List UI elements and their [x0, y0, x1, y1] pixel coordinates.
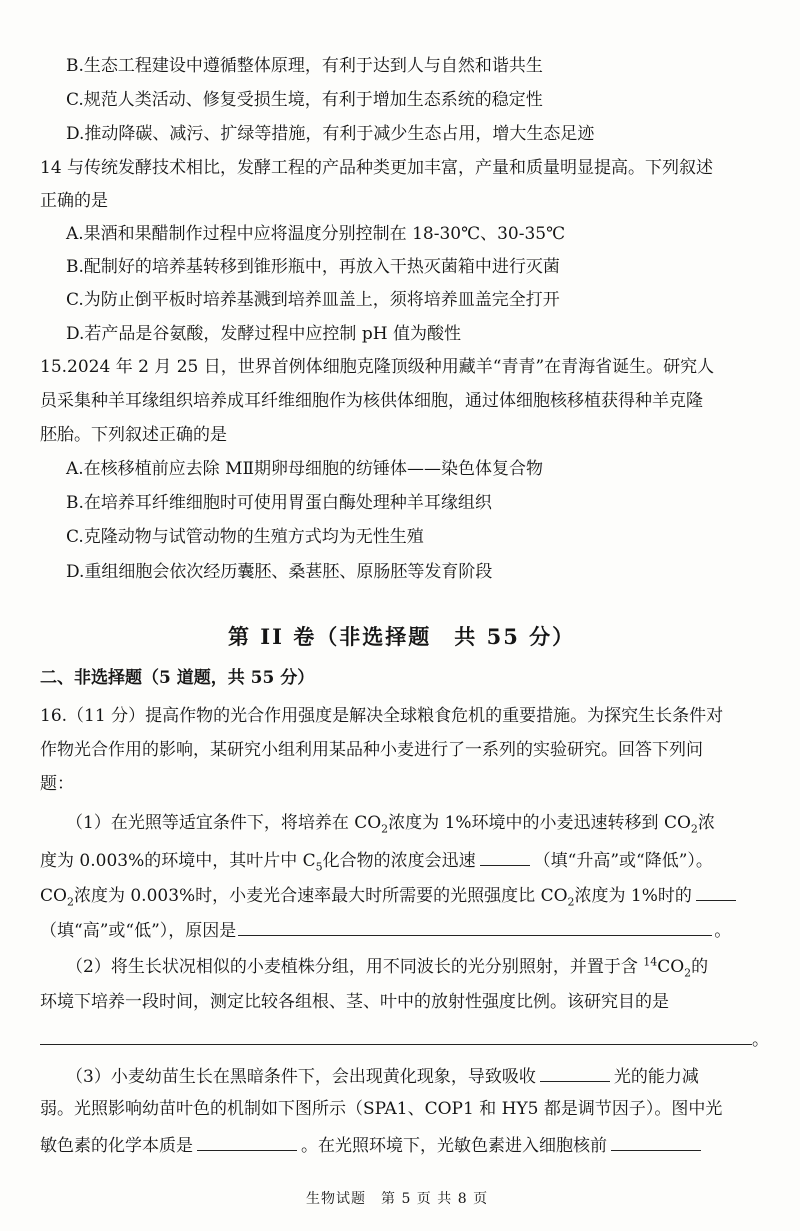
q16-part2-line-2: 环境下培养一段时间，测定比较各组根、茎、叶中的放射性强度比例。该研究目的是: [40, 992, 669, 1012]
q14-option-a: A.果酒和果醋制作过程中应将温度分别控制在 18-30℃、30-35℃: [66, 224, 566, 244]
q16-part2-line-1: [66, 956, 708, 978]
q16-p1-text-a: （1）在光照等适宜条件下，将培养在 CO: [66, 813, 382, 833]
page-footer: 生物试题 第 5 页 共 8 页: [306, 1191, 489, 1207]
co2-subscript: 2: [567, 895, 575, 909]
q16-part1-line-4: [40, 917, 731, 942]
q16-part1-line-1: [66, 812, 715, 834]
q14-option-d: D.若产品是谷氨酸，发酵过程中应控制 pH 值为酸性: [66, 324, 461, 344]
q16-stem-line-1: 16.（11 分）提高作物的光合作用强度是解决全球粮食危机的重要措施。为探究生长条件对: [40, 706, 724, 726]
answer-blank-research-purpose[interactable]: [40, 1026, 752, 1045]
q16-part1-line-3: [40, 882, 736, 907]
q14-option-c: C.为防止倒平板时培养基溅到培养皿盖上，须将培养皿盖完全打开: [66, 290, 560, 310]
q16-p1-end: 。: [714, 921, 732, 941]
q16-part3-line-1: [66, 1063, 699, 1088]
answer-blank-light-intensity[interactable]: [696, 882, 736, 901]
q15-option-a: A.在核移植前应去除 MⅡ期卵母细胞的纺锤体——染色体复合物: [66, 459, 544, 479]
q16-p3-text-d: 敏色素的化学本质是: [40, 1136, 193, 1156]
part2-title: 第 II 卷（非选择题 共 55 分）: [228, 624, 576, 649]
answer-blank-c5-change[interactable]: [480, 847, 530, 866]
q16-p1-text-b: 浓度为 1%环境中的小麦迅速转移到 CO: [388, 813, 691, 833]
q16-part2-line-3: [40, 1026, 769, 1051]
q16-p1-text-h: 浓度为 0.003%时，小麦光合速率最大时所需要的光照强度比 CO: [73, 886, 568, 906]
q15-stem-line-3: 胚胎。下列叙述正确的是: [40, 425, 227, 445]
answer-blank-phytochrome-nature[interactable]: [197, 1132, 297, 1151]
q16-p1-text-f: （填“升高”或“降低”）。: [533, 851, 713, 871]
q13-option-d: D.推动降碳、减污、扩绿等措施，有利于减少生态占用，增大生态足迹: [66, 124, 595, 144]
q15-option-c: C.克隆动物与试管动物的生殖方式均为无性生殖: [66, 527, 424, 547]
co2-subscript: 2: [66, 895, 74, 909]
q16-p3-text-a: （3）小麦幼苗生长在黑暗条件下，会出现黄化现象，导致吸收: [66, 1067, 536, 1087]
answer-blank-reason[interactable]: [238, 917, 712, 936]
q16-p1-text-i: 浓度为 1%时的: [574, 886, 692, 906]
q16-p1-text-j: （填“高”或“低”），原因是: [40, 921, 237, 941]
q16-p2-text-a: （2）将生长状况相似的小麦植株分组，用不同波长的光分别照射，并置于含: [66, 957, 644, 977]
q13-option-c: C.规范人类活动、修复受损生境，有利于增加生态系统的稳定性: [66, 90, 543, 110]
q13-option-b: B.生态工程建设中遵循整体原理，有利于达到人与自然和谐共生: [66, 56, 543, 76]
co2-subscript: 2: [684, 966, 692, 980]
q14-stem-line-1: 14 与传统发酵技术相比，发酵工程的产品种类更加丰富，产量和质量明显提高。下列叙述: [40, 158, 714, 178]
c14-superscript: 14: [643, 955, 658, 969]
q16-stem-line-3: 题：: [40, 774, 74, 794]
q16-stem-line-2: 作物光合作用的影响，某研究小组利用某品种小麦进行了一系列的实验研究。回答下列问: [40, 740, 703, 760]
q16-p2-text-c: 的: [691, 957, 709, 977]
q16-p1-text-e: 化合物的浓度会迅速: [322, 851, 476, 871]
q16-p3-text-e: 。在光照环境下，光敏色素进入细胞核前: [301, 1136, 607, 1156]
q16-p3-text-b: 光的能力减: [613, 1067, 699, 1087]
q16-p1-text-c: 浓: [697, 813, 715, 833]
q16-p2-text-b: CO: [657, 957, 685, 977]
q16-part3-line-3: [40, 1132, 701, 1157]
q16-p1-text-g: CO: [40, 886, 67, 906]
q15-option-b: B.在培养耳纤维细胞时可使用胃蛋白酶处理种羊耳缘组织: [66, 493, 492, 513]
c5-subscript: 5: [315, 860, 323, 874]
section2-heading: 二、非选择题（5 道题，共 55 分）: [40, 668, 315, 688]
answer-blank-phytochrome-before-nucleus[interactable]: [611, 1132, 701, 1151]
q14-stem-line-2: 正确的是: [40, 191, 108, 211]
q16-part3-line-2: 弱。光照影响幼苗叶色的机制如下图所示（SPA1、COP1 和 HY5 都是调节因子）。图中光: [40, 1099, 723, 1119]
q16-part1-line-2: [40, 847, 713, 872]
q15-stem-line-1: 15.2024 年 2 月 25 日，世界首例体细胞克隆顶级种用藏羊“青青”在青海省诞生。研究人: [40, 357, 715, 377]
q16-p1-text-d: 度为 0.003%的环境中，其叶片中 C: [40, 851, 316, 871]
co2-subscript: 2: [381, 822, 389, 836]
q16-p2-end: 。: [752, 1030, 769, 1050]
co2-subscript: 2: [690, 822, 698, 836]
q14-option-b: B.配制好的培养基转移到锥形瓶中，再放入干热灭菌箱中进行灭菌: [66, 257, 560, 277]
q15-option-d: D.重组细胞会依次经历囊胚、桑葚胚、原肠胚等发育阶段: [66, 562, 493, 582]
answer-blank-light-type[interactable]: [540, 1063, 610, 1082]
q15-stem-line-2: 员采集种羊耳缘组织培养成耳纤维细胞作为核供体细胞，通过体细胞核移植获得种羊克隆: [40, 391, 703, 411]
